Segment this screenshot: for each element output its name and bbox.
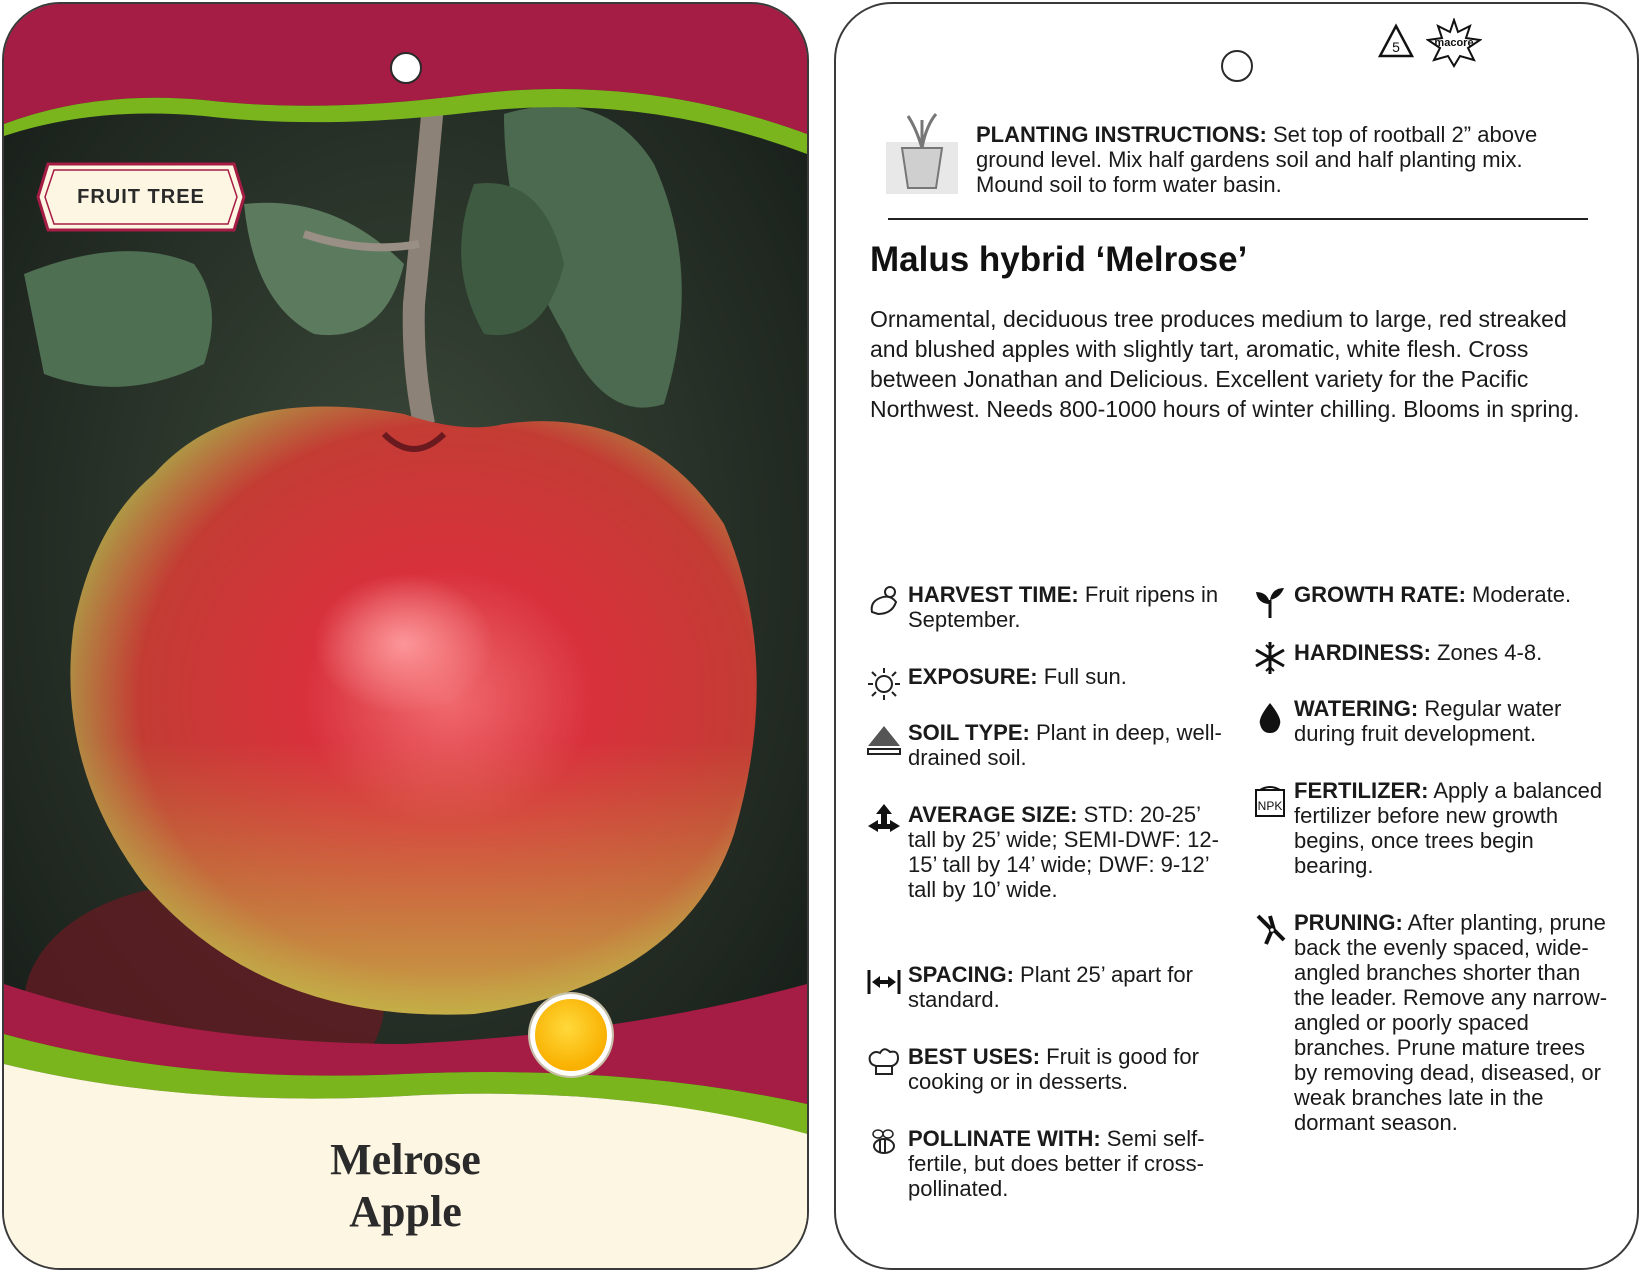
size-info: AVERAGE SIZE: STD: 20-25’ tall by 25’ wide; SEMI-DWF: 12-15’ tall by 14’ wide; DWF: 9-12’ tall by 10’ wide.	[908, 802, 1219, 902]
plant-description: Ornamental, deciduous tree produces medium to large, red streaked and blushed apples with slightly tart, aromatic, white flesh. Cross between Jonathan and Delicious. Excellent variety for the Pacific Northwest. Needs 800-1000 hours of winter chilling. Blooms in spring.	[870, 306, 1580, 422]
pollinate-info: POLLINATE WITH: Semi self-fertile, but does better if cross-pollinated.	[908, 1126, 1205, 1201]
category-badge	[36, 162, 246, 232]
hang-hole	[1221, 50, 1253, 82]
planting-label: PLANTING INSTRUCTIONS:	[976, 122, 1267, 147]
npk-icon	[1252, 782, 1288, 818]
size-arrows-icon	[866, 802, 902, 838]
macore-logo	[1426, 18, 1482, 68]
badge-label: FRUIT TREE	[77, 186, 205, 208]
pruning-info: PRUNING: After planting, prune back the evenly spaced, wide-angled branches shorter than the leader. Remove any narrow-angled or poorly spaced branches. Prune mature trees by removing dead, diseased, or weak branches late in the dormant season.	[1294, 910, 1608, 1135]
sun-icon	[866, 666, 902, 702]
spacing-info: SPACING: Plant 25’ apart for standard.	[908, 962, 1193, 1012]
soil-icon	[866, 722, 902, 758]
recycle-icon	[1376, 22, 1416, 62]
harvest-icon	[866, 584, 902, 620]
sprout-icon	[1252, 584, 1288, 620]
section-divider	[888, 218, 1588, 220]
hardiness-info: HARDINESS: Zones 4-8.	[1294, 640, 1543, 665]
pruner-icon	[1252, 912, 1288, 948]
uses-info: BEST USES: Fruit is good for cooking or in desserts.	[908, 1044, 1199, 1094]
chef-hat-icon	[866, 1044, 902, 1080]
exposure-info: EXPOSURE: Full sun.	[908, 664, 1127, 689]
bee-icon	[866, 1124, 902, 1160]
growth-info: GROWTH RATE: Moderate.	[1294, 582, 1572, 607]
hang-hole	[390, 52, 422, 84]
full-sun-icon	[530, 994, 612, 1076]
harvest-info: HARVEST TIME: Fruit ripens in September.	[908, 582, 1219, 632]
recycle-code: 5	[1392, 39, 1400, 55]
soil-info: SOIL TYPE: Plant in deep, well-drained soil.	[908, 720, 1222, 770]
watering-info: WATERING: Regular water during fruit development.	[1294, 696, 1562, 746]
planting-pot-icon	[886, 108, 958, 194]
botanical-name: Malus hybrid ‘Melrose’	[870, 240, 1248, 279]
water-drop-icon	[1252, 700, 1288, 736]
svg-text:NPK: NPK	[1257, 799, 1283, 813]
planting-text: Set top of rootball 2” above ground level. Mix half gardens soil and half planting mix. Mound soil to form water basin.	[976, 122, 1538, 197]
brand-name: macore	[1434, 37, 1474, 49]
planting-instructions	[976, 122, 1576, 197]
spacing-icon	[866, 964, 902, 1000]
common-name-line1: Melrose	[330, 1135, 481, 1184]
common-name-line2: Apple	[349, 1187, 462, 1236]
fertilizer-info: FERTILIZER: Apply a balanced fertilizer before new growth begins, once trees begin bearing.	[1294, 778, 1603, 878]
back-tag	[834, 2, 1639, 1270]
snowflake-icon	[1252, 640, 1288, 676]
front-tag	[2, 2, 809, 1270]
